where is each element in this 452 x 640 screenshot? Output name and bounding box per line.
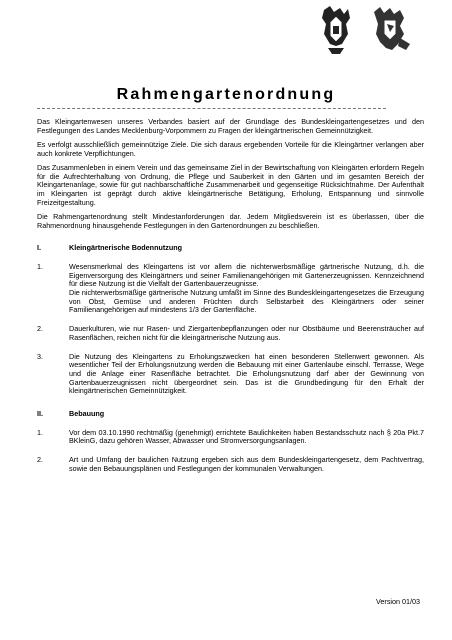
section-heading-1 — [37, 244, 424, 253]
section-number: I. — [37, 243, 41, 253]
section-title: Kleingärtnerische Bodennutzung — [69, 243, 183, 253]
item-text: Die nichterwerbsmäßige gärtnerische Nutzung umfaßt im Sinne des Bundeskleingartengesetzes die Erzeugung von Obst, Gemüse und anderen Früchten durch Selbstarbeit des Kleingärtners oder seiner Familienangehörigen auf mindestens 1/3 der Gartenfläche. — [69, 288, 424, 315]
title-divider — [37, 108, 386, 109]
intro-paragraph: Es verfolgt ausschließlich gemeinnützige Ziele. Die sich daraus ergebenden Vorteile für die Kleingärtner verlangen aber auch konkrete Verpflichtungen. — [37, 139, 424, 158]
version-label: Version 01/03 — [376, 597, 420, 606]
intro-paragraph: Die Rahmengartenordnung stellt Mindestanforderungen dar. Jedem Mitgliedsverein ist es überlassen, über die Rahmenordnung hinausgehende Festlegungen in den Gartenordnungen zu beschließen. — [37, 211, 424, 230]
intro-paragraph: Das Zusammenleben in einem Verein und das gemeinsame Ziel in der Bewirtschaftung von Kleingärten erfordern Regeln für die Aufrechterhaltung von Ordnung, die Pflege und Sauberkeit in den Gärten und im gesamten Bereich der Kleingartenanlage, sowie für gut nachbarschaftliche Zusammenarbeit und gegenseitige Rücksichtnahme. Der Aufenthalt im Kleingarten ist geprägt durch aktive kleingärtnerische Betätigung, Erholung, Entspannung und sinnvolle Freizeitgestaltung. — [37, 162, 424, 207]
item-text: Wesensmerkmal des Kleingartens ist vor allem die nichterwerbsmäßige gärtnerische Nutzung, d.h. die Eigenversorgung des Kleingärtners und seiner Familienangehörigen mit Gartenerzeugnissen. Kennzeichnend für diese Nutzung ist die Vielfalt der Gartenbauerzeugnisse. — [69, 261, 424, 289]
list-item — [37, 325, 424, 342]
list-item — [37, 429, 424, 446]
item-text: Vor dem 03.10.1990 rechtmäßig (genehmigt) errichtete Baulichkeiten haben Bestandsschutz nach § 20a Pkt.7 BKleinG, dazu gehören Wasser, Abwasser und Stromversorgungsanlagen. — [69, 427, 424, 446]
section-heading-2 — [37, 410, 424, 419]
document-title: Rahmengartenordnung — [116, 86, 336, 103]
list-item — [37, 353, 424, 397]
item-number: 2. — [37, 455, 43, 465]
list-item — [37, 263, 424, 315]
list-item — [37, 456, 424, 473]
coat-of-arms-right-icon — [374, 7, 410, 50]
item-number: 3. — [37, 351, 43, 361]
item-text: Dauerkulturen, wie nur Rasen- und Ziergartenbepflanzungen oder nur Obstbäume und Beerensträucher auf Rasenflächen, reichen nicht für die kleingärtnerische Nutzung aus. — [69, 324, 424, 342]
intro-paragraph: Das Kleingartenwesen unseres Verbandes basiert auf der Grundlage des Bundeskleingartengesetzes und den Festlegungen des Landes Mecklenburg-Vorpommern zu Fragen der kleingärtnerischen Gemeinnützigkeit. — [37, 117, 424, 135]
item-number: 1. — [37, 261, 43, 271]
document-body — [37, 118, 424, 484]
section-title: Bebauung — [69, 409, 105, 419]
item-number: 2. — [37, 324, 43, 334]
section-number: II. — [37, 409, 43, 419]
item-text: Art und Umfang der baulichen Nutzung ergeben sich aus dem Bundeskleingartengesetz, dem Pachtvertrag, sowie den Bebauungsplänen und Festlegungen der kommunalen Verwaltungen. — [69, 455, 424, 473]
coat-of-arms-logos — [318, 4, 418, 64]
item-number: 1. — [37, 427, 43, 437]
item-text: Die Nutzung des Kleingartens zu Erholungszwecken hat einen besonderen Stellenwert gewonnen. Als wesentlicher Teil der Erholungsnutzung werden die Bebauung mit einer Gartenlaube einschl. Terrasse, Wege und die Anlage einer Rasenfläche betrachtet. Die Erholungsnutzung darf aber der Gewinnung von Gartenbauerzeugnissen nicht übergeordnet sein. Das ist die Grundbedingung für den Erhalt der kleingärtnerischen Gemeinnützigkeit. — [69, 351, 424, 396]
coat-of-arms-left-icon — [322, 6, 350, 54]
